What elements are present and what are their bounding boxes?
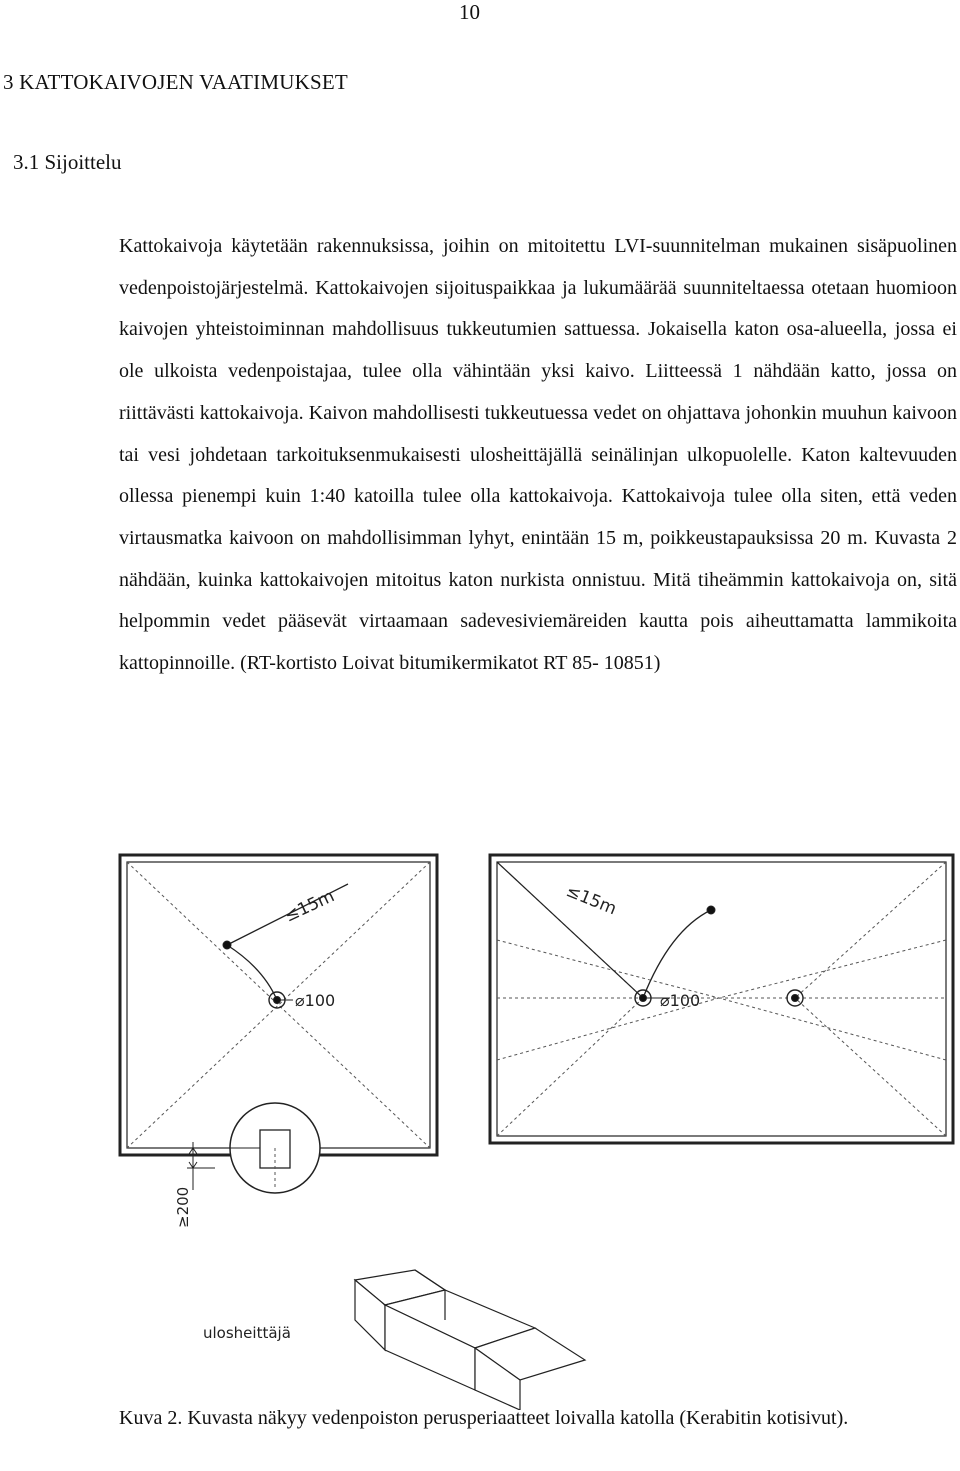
roof-drainage-figure xyxy=(115,850,960,1410)
section-heading: 3.1 Sijoittelu xyxy=(13,150,122,174)
edge-distance-label: ≥200 xyxy=(174,1186,192,1228)
right-drain-label: ⌀100 xyxy=(660,991,701,1010)
chapter-heading: 3 KATTOKAIVOJEN VAATIMUKSET xyxy=(3,70,348,94)
ulosheittaja-detail-drawing xyxy=(355,1270,585,1410)
left-roof-plan xyxy=(120,855,437,1193)
page-number: 10 xyxy=(459,0,480,24)
right-roof-plan xyxy=(490,855,953,1143)
left-distance-label: ≤15m xyxy=(281,886,338,927)
ulosheittaja-label: ulosheittäjä xyxy=(203,1324,291,1342)
body-paragraph: Kattokaivoja käytetään rakennuksissa, joihin on mitoitettu LVI-suunnitelman mukainen sisäpuolinen vedenpoistojärjestelmä. Kattokaivojen sijoituspaikkaa ja lukumäärää suunniteltaessa otetaan huomioon kaivojen yhteistoiminnan mahdollisuus tukkeutumien sattuessa. Jokaisella katon osa-alueella, jossa ei ole ulkoista vedenpoistajaa, tulee olla vähintään yksi kaivo. Liitteessä 1 nähdään katto, jossa on riittävästi kattokaivoja. Kaivon mahdollisesti tukkeutuessa vedet on ohjattava johonkin muuhun kaivoon tai vesi johdetaan tarkoituksenmukaisesti ulosheittäjällä seinälinjan ulkopuolelle. Katon kaltevuuden ollessa pienempi kuin 1:40 katoilla tulee olla kattokaivoja. Kattokaivoja tulee olla siten, että veden virtausmatka kaivoon on mahdollisimman lyhyt, enintään 15 m, poikkeustapauksissa 20 m. Kuvasta 2 nähdään, kuinka kattokaivojen mitoitus katon nurkista onnistuu. Mitä tiheämmin kattokaivoja on, sitä helpommin vedet pääsevät virtaamaan sadevesiviemäreiden kautta pois aiheuttamatta lammikoita kattopinnoille. (RT-kortisto Loivat bitumikermikatot RT 85- 10851) xyxy=(119,235,957,675)
figure-caption: Kuva 2. Kuvasta näkyy vedenpoiston perusperiaatteet loivalla katolla (Kerabitin kotisivut). xyxy=(119,1407,849,1429)
right-distance-label: ≤15m xyxy=(563,881,620,920)
left-drain-label: ⌀100 xyxy=(295,991,336,1010)
